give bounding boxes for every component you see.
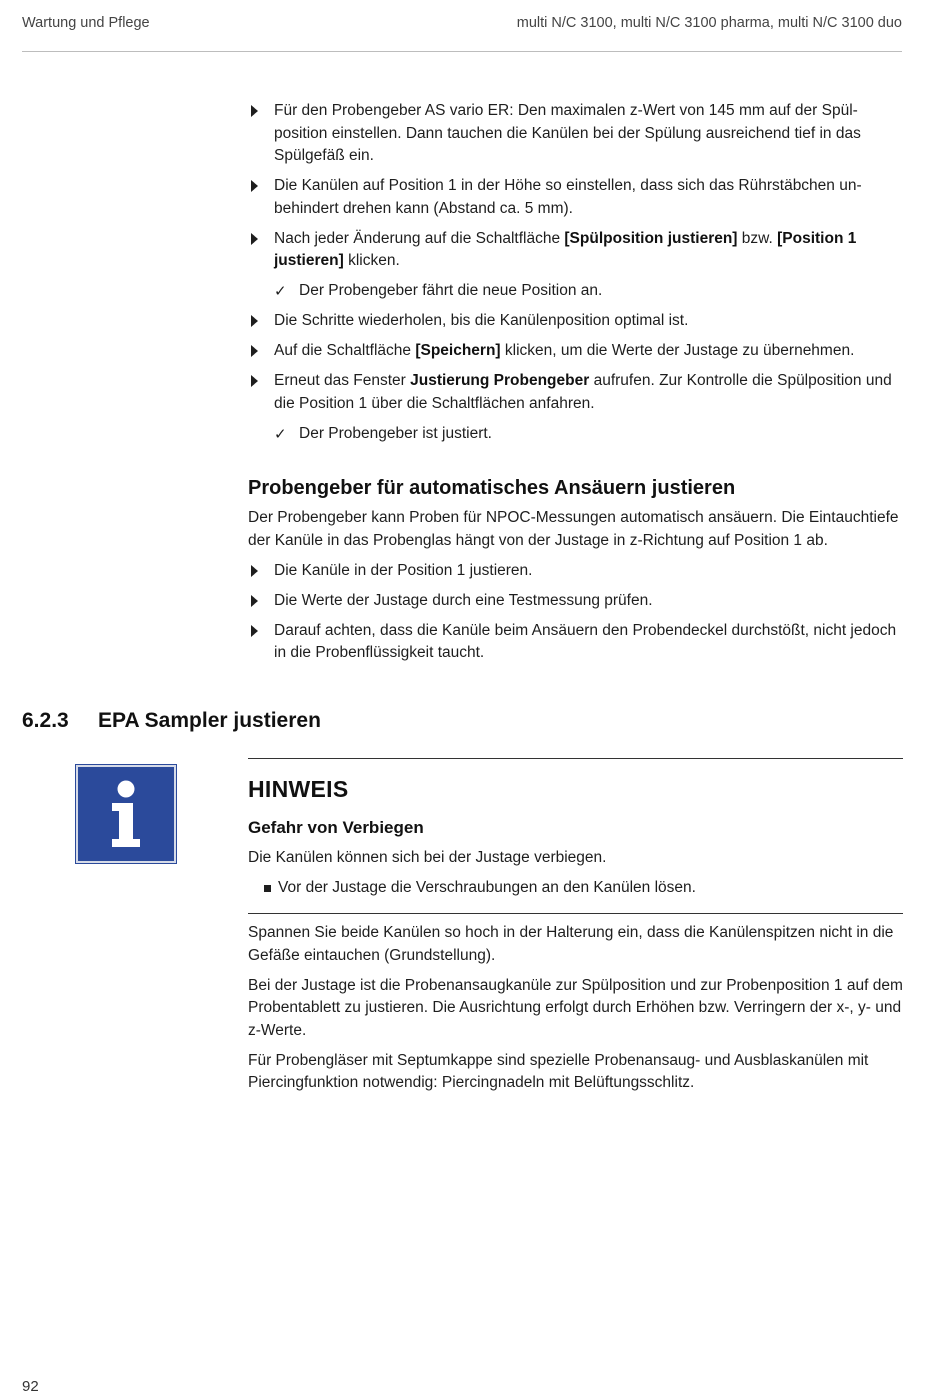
paragraph: Bei der Justage ist die Probenansaugkanüle zur Spülposition und zur Probenposition 1 auf dem Probentablett zu justieren. Die Ausrichtung erfolgt durch Erhöhen bzw. Verringern der x-, y- und z-Werte. bbox=[248, 976, 903, 1039]
step-arrow-icon bbox=[251, 233, 258, 245]
step-arrow-icon bbox=[251, 180, 258, 192]
info-glyph bbox=[78, 767, 174, 861]
step-item: Die Schritte wiederholen, bis die Kanülenposition optimal ist. bbox=[248, 310, 903, 333]
checkmark-icon: ✓ bbox=[274, 282, 287, 300]
step-arrow-icon bbox=[251, 565, 258, 577]
step-result: ✓ Der Probengeber ist justiert. bbox=[248, 423, 903, 446]
notice-text: Die Kanülen können sich bei der Justage verbiegen. bbox=[248, 849, 607, 866]
header-product: multi N/C 3100, multi N/C 3100 pharma, multi N/C 3100 duo bbox=[516, 15, 902, 31]
step-arrow-icon bbox=[251, 595, 258, 607]
ui-label-spuelposition: [Spülposition justieren] bbox=[564, 229, 738, 247]
instructions-top bbox=[248, 100, 903, 672]
step-item: Für den Probengeber AS vario ER: Den maximalen z-Wert von 145 mm auf der Spülposition einstellen. Dann tauchen die Kanülen bei der Spülung ausreichend tief in das Spülgefäß ein. bbox=[248, 100, 903, 168]
ui-label-justierung: Justierung Probengeber bbox=[410, 372, 590, 389]
step-arrow-icon bbox=[251, 105, 258, 117]
step-item: Darauf achten, dass die Kanüle beim Ansäuern den Probendeckel durchstößt, nicht jedoch in die Probenflüssigkeit taucht. bbox=[248, 620, 903, 665]
paragraph: Für Probengläser mit Septumkappe sind spezielle Probenansaug- und Ausblaskanülen mit Piercingfunktion notwendig: Piercingnadeln mit Belüftungsschlitz. bbox=[248, 1051, 869, 1091]
notice-bullet: Vor der Justage die Verschraubungen an den Kanülen lösen. bbox=[248, 877, 903, 900]
step-arrow-icon bbox=[251, 315, 258, 327]
step-arrow-icon bbox=[251, 345, 258, 357]
step-item: Erneut das Fenster Justierung Probengeber aufrufen. Zur Kontrolle die Spülposition und die Position 1 über die Schaltflächen anfahren. bbox=[248, 370, 903, 415]
paragraph: Der Probengeber kann Proben für NPOC-Messungen automatisch ansäuern. Die Eintauchtiefe der Kanüle in das Probenglas hängt von der Justage in z-Richtung auf Position 1 ab. bbox=[248, 509, 899, 549]
page-number: 92 bbox=[22, 1378, 39, 1395]
step-item: Die Kanüle in der Position 1 justieren. bbox=[248, 560, 903, 583]
ui-label-position-1: [Position 1 justieren] bbox=[274, 229, 857, 269]
info-icon bbox=[76, 765, 176, 863]
notice-title: HINWEIS bbox=[248, 776, 349, 802]
paragraph: Spannen Sie beide Kanülen so hoch in der Halterung ein, dass die Kanülenspitzen nicht in die Gefäße eintauchen (Grundstellung). bbox=[248, 924, 894, 964]
step-item: Die Werte der Justage durch eine Testmessung prüfen. bbox=[248, 590, 903, 613]
page-header bbox=[22, 15, 902, 52]
step-arrow-icon bbox=[251, 375, 258, 387]
checkmark-icon: ✓ bbox=[274, 424, 287, 443]
step-result: ✓ Der Probengeber fährt die neue Position an. bbox=[248, 280, 903, 303]
notice-box bbox=[248, 758, 903, 914]
step-arrow-icon bbox=[251, 625, 258, 637]
step-item: Die Kanülen auf Position 1 in der Höhe so einstellen, dass sich das Rührstäbchen unbehindert drehen kann (Abstand ca. 5 mm). bbox=[248, 175, 903, 220]
notice-subtitle: Gefahr von Verbiegen bbox=[248, 818, 424, 837]
header-chapter: Wartung und Pflege bbox=[22, 15, 150, 31]
section-number: 6.2.3 bbox=[22, 709, 69, 732]
section-title: EPA Sampler justieren bbox=[98, 709, 321, 732]
subsection-heading: Probengeber für automatisches Ansäuern justieren bbox=[248, 477, 736, 499]
square-bullet-icon bbox=[264, 885, 271, 892]
step-item: Nach jeder Änderung auf die Schaltfläche [Spülposition justieren] bzw. [Position 1 justieren] klicken. bbox=[248, 228, 903, 273]
ui-label-speichern: [Speichern] bbox=[415, 342, 501, 359]
section-body bbox=[248, 922, 903, 1102]
step-item: Auf die Schaltfläche [Speichern] klicken, um die Werte der Justage zu übernehmen. bbox=[248, 340, 903, 363]
